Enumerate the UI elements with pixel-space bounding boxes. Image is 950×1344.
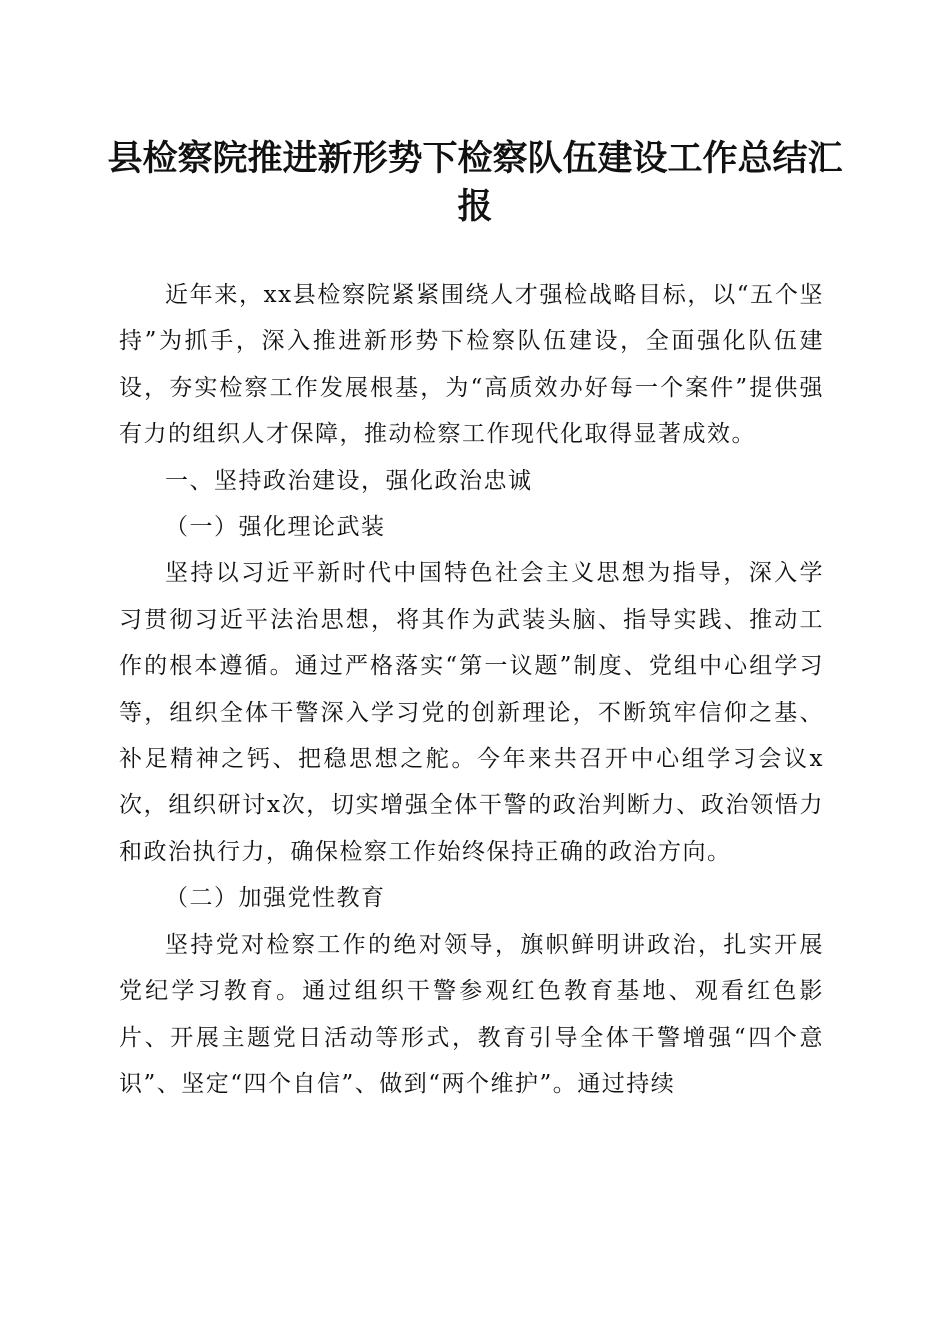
body-paragraph-2: 坚持党对检察工作的绝对领导，旗帜鲜明讲政治，扎实开展党纪学习教育。通过组织干警参观红色教育基地、观看红色影片、开展主题党日活动等形式，教育引导全体干警增强“四个意识”、坚定“四个自信”、做到“两个维护”。通过持续 xyxy=(119,931,824,1097)
document-title: 县检察院推进新形势下检察队伍建设工作总结汇报 xyxy=(107,138,843,227)
document-body xyxy=(119,272,824,1107)
intro-paragraph: 近年来，xx县检察院紧紧围绕人才强检战略目标，以“五个坚持”为抓手，深入推进新形势下检察队伍建设，全面强化队伍建设，夯实检察工作发展根基，为“高质效办好每一个案件”提供强有力的组织人才保障，推动检察工作现代化取得显著成效。 xyxy=(119,282,824,448)
section-heading-1: 一、坚持政治建设，强化政治忠诚 xyxy=(165,467,533,494)
subsection-heading-2: （二）加强党性教育 xyxy=(165,885,386,912)
body-paragraph-1: 坚持以习近平新时代中国特色社会主义思想为指导，深入学习贯彻习近平法治思想，将其作为武装头脑、指导实践、推动工作的根本遵循。通过严格落实“第一议题”制度、党组中心组学习等，组织全体干警深入学习党的创新理论，不断筑牢信仰之基、补足精神之钙、把稳思想之舵。今年来共召开中心组学习会议x次，组织研讨x次，切实增强全体干警的政治判断力、政治领悟力和政治执行力，确保检察工作始终保持正确的政治方向。 xyxy=(119,560,824,865)
subsection-heading-1: （一）强化理论武装 xyxy=(165,514,386,541)
